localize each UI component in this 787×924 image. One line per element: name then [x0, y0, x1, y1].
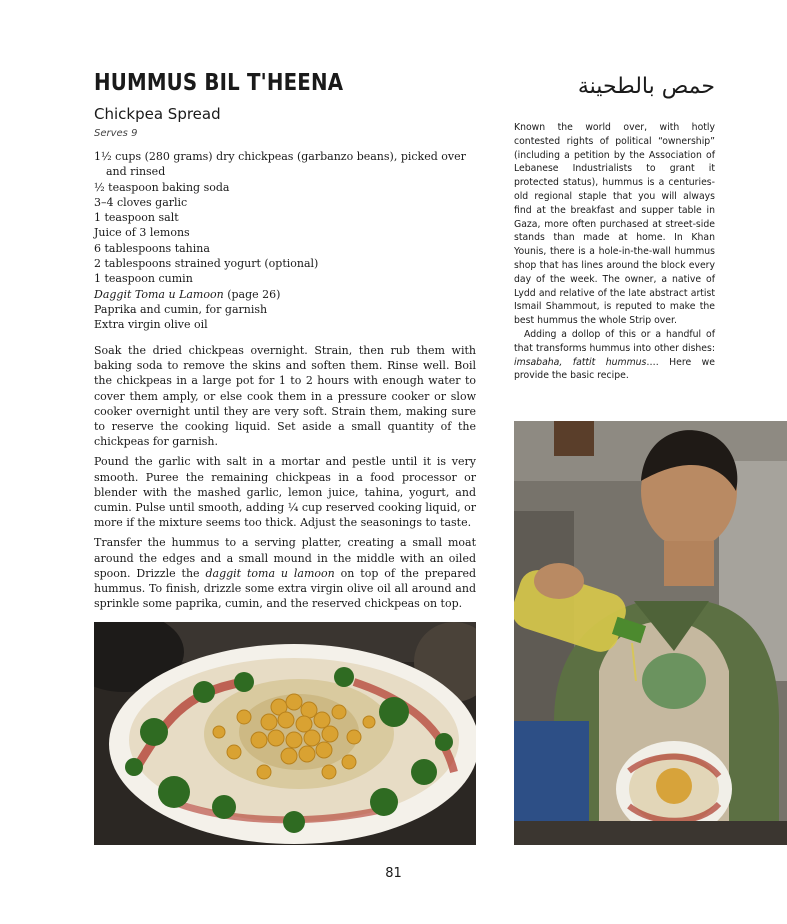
ingredient-item: [94, 287, 476, 302]
method-text: [94, 343, 476, 616]
story-text: …. Here we provide the basic recipe.: [514, 356, 715, 382]
page-number: 81: [385, 866, 402, 881]
story-italic: imsabaha, fattit hummus: [514, 356, 647, 368]
method-step-text: on top of the prepared hummus. To finish, drizzle some extra virgin olive oil all around and sprinkle some paprika, cumin, and the reserved chickpeas on top.: [94, 566, 477, 611]
ingredient-list: [94, 149, 476, 333]
ingredient-item: Extra virgin olive oil: [94, 318, 208, 332]
recipe-title: HUMMUS BIL T'HEENA: [94, 70, 344, 96]
ingredient-item: 6 tablespoons tahina: [94, 241, 210, 255]
hummus-plate-photo: [94, 622, 476, 845]
story-text: Adding a dollop of this or a handful of that transforms hummus into other dishes:: [514, 328, 715, 354]
ingredient-item: Paprika and cumin, for garnish: [94, 302, 268, 316]
method-step-italic: daggit toma u lamoon: [205, 566, 335, 580]
story-paragraph: Known the world over, with hotly contested rights of political “ownership” (including a petition by the Association of Lebanese Industrialists to grant it protected status), hummus is a centuries-old regional staple that you will always find at the breakfast and supper table in Gaza, more often purchased at street-side stands than made at home. In Khan Younis, there is a hole-in-the-wall hummus shop that has lines around the block every day of the week. The owner, a native of Lydd and relative of the late abstract artist Ismail Shammout, is reputed to make the best hummus the whole Strip over.: [514, 122, 715, 327]
arabic-title: حمص بالطحينة: [577, 74, 715, 99]
ingredient-item: 1 teaspoon salt: [94, 211, 179, 225]
intro-story: [514, 121, 715, 383]
hummus-shop-photo: [514, 421, 787, 845]
ingredient-page-ref: (page 26): [223, 287, 281, 301]
ingredient-crossref: Daggit Toma u Lamoon: [94, 287, 224, 301]
ingredient-item: 3–4 cloves garlic: [94, 195, 188, 209]
serves-note: Serves 9: [94, 128, 138, 139]
story-paragraph: [514, 328, 715, 383]
ingredient-item: Juice of 3 lemons: [94, 226, 190, 240]
method-step: Pound the garlic with salt in a mortar and pestle until it is very smooth. Puree the remaining chickpeas in a food processor or blender with the mashed garlic, lemon juice, tahina, yogurt, and cumin. Pulse until smooth, adding ¼ cup reserved cooking liquid, or more if the mixture seems too thick. Adjust the seasonings to taste.: [94, 455, 476, 530]
ingredient-item: 1½ cups (280 grams) dry chickpeas (garbanzo beans), picked over and rinsed: [94, 150, 466, 179]
ingredient-item: 2 tablespoons strained yogurt (optional): [94, 257, 319, 271]
ingredient-item: ½ teaspoon baking soda: [94, 180, 230, 194]
method-step-text: Transfer the hummus to a serving platter, creating a small moat around the edges and a small mound in the middle with an oiled spoon. Drizzle the: [94, 536, 476, 580]
ingredient-item: 1 teaspoon cumin: [94, 272, 193, 286]
method-step: Soak the dried chickpeas overnight. Strain, then rub them with baking soda to remove the skins and soften them. Rinse well. Boil the chickpeas in a large pot for 1 to 2 hours with enough water to cover them amply, or else cook them in a pressure cooker or slow cooker overnight until they are very soft. Strain them, making sure to reserve the cooking liquid. Set aside a small quantity of the chickpeas for garnish.: [94, 344, 476, 449]
recipe-subtitle: Chickpea Spread: [94, 105, 221, 123]
method-step: [94, 535, 476, 611]
